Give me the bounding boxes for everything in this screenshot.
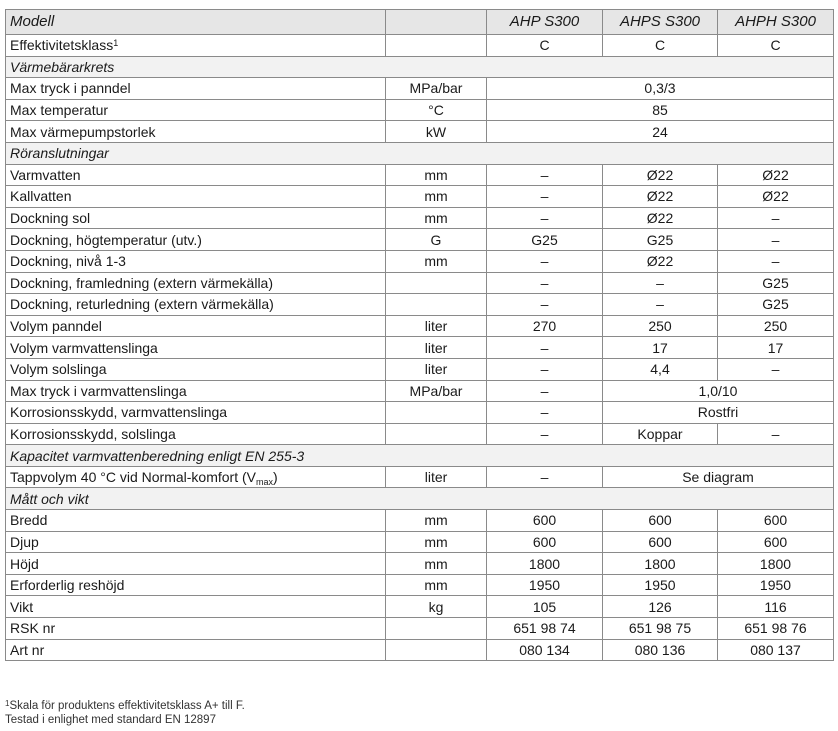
table-row bbox=[6, 596, 834, 618]
cell: 1950 bbox=[487, 574, 603, 596]
section-row bbox=[6, 56, 834, 78]
row-label: Kallvatten bbox=[6, 186, 386, 208]
footnote-2: Testad i enlighet med standard EN 12897 bbox=[5, 714, 216, 726]
header-row bbox=[6, 10, 834, 35]
table-row bbox=[6, 510, 834, 532]
cell: 24 bbox=[487, 121, 834, 143]
cell: 17 bbox=[718, 337, 834, 359]
row-label: Effektivitetsklass bbox=[10, 37, 114, 54]
cell: 105 bbox=[487, 596, 603, 618]
unit: mm bbox=[386, 531, 487, 553]
table-row bbox=[6, 423, 834, 445]
section-title: Kapacitet varmvattenberedning enligt EN 255-3 bbox=[6, 445, 834, 467]
unit: mm bbox=[386, 207, 487, 229]
row-label: Bredd bbox=[6, 510, 386, 532]
header-ahp: AHP S300 bbox=[487, 10, 603, 35]
cell: 1950 bbox=[718, 574, 834, 596]
table-row bbox=[6, 164, 834, 186]
row-label: Dockning, framledning (extern värmekälla) bbox=[6, 272, 386, 294]
unit bbox=[386, 402, 487, 424]
cell: Koppar bbox=[603, 423, 718, 445]
cell: 600 bbox=[603, 531, 718, 553]
unit bbox=[386, 294, 487, 316]
section-title: Värmebärarkrets bbox=[6, 56, 834, 78]
row-label: Max temperatur bbox=[6, 99, 386, 121]
table-row bbox=[6, 78, 834, 100]
row-label: Volym solslinga bbox=[6, 358, 386, 380]
row-label: Tappvolym 40 °C vid Normal-komfort (V bbox=[10, 469, 256, 486]
unit: mm bbox=[386, 510, 487, 532]
table-row bbox=[6, 402, 834, 424]
cell: – bbox=[603, 272, 718, 294]
cell: 600 bbox=[718, 510, 834, 532]
cell: 080 136 bbox=[603, 639, 718, 661]
unit: MPa/bar bbox=[386, 78, 487, 100]
cell: 600 bbox=[487, 531, 603, 553]
cell: – bbox=[487, 272, 603, 294]
cell: 600 bbox=[487, 510, 603, 532]
cell: Se diagram bbox=[603, 466, 834, 488]
table-row bbox=[6, 553, 834, 575]
footnote-text: Skala för produktens effektivitetsklass A+ till F. bbox=[9, 700, 245, 712]
row-label: Djup bbox=[6, 531, 386, 553]
table-row bbox=[6, 229, 834, 251]
table-row bbox=[6, 272, 834, 294]
cell: – bbox=[487, 294, 603, 316]
row-label: Vikt bbox=[6, 596, 386, 618]
table-row bbox=[6, 186, 834, 208]
unit: °C bbox=[386, 99, 487, 121]
unit: G bbox=[386, 229, 487, 251]
cell: – bbox=[718, 207, 834, 229]
cell: G25 bbox=[718, 294, 834, 316]
spec-table bbox=[5, 9, 834, 661]
cell: – bbox=[718, 250, 834, 272]
section-title: Mått och vikt bbox=[6, 488, 834, 510]
header-ahps: AHPS S300 bbox=[603, 10, 718, 35]
cell: 1800 bbox=[603, 553, 718, 575]
unit: kW bbox=[386, 121, 487, 143]
row-label: Dockning, returledning (extern värmekälla) bbox=[6, 294, 386, 316]
row-label: Korrosionsskydd, varmvattenslinga bbox=[6, 402, 386, 424]
table-row bbox=[6, 380, 834, 402]
row-label: RSK nr bbox=[6, 618, 386, 640]
unit: liter bbox=[386, 358, 487, 380]
row-label: Art nr bbox=[6, 639, 386, 661]
table-row bbox=[6, 294, 834, 316]
cell: Rostfri bbox=[603, 402, 834, 424]
table-row bbox=[6, 639, 834, 661]
cell: G25 bbox=[487, 229, 603, 251]
row-label: Volym panndel bbox=[6, 315, 386, 337]
table-row bbox=[6, 618, 834, 640]
cell: – bbox=[487, 466, 603, 488]
unit bbox=[386, 618, 487, 640]
table-row bbox=[6, 337, 834, 359]
cell: 1950 bbox=[603, 574, 718, 596]
cell: – bbox=[718, 358, 834, 380]
unit bbox=[386, 272, 487, 294]
cell: 600 bbox=[718, 531, 834, 553]
table-row bbox=[6, 315, 834, 337]
cell: 651 98 75 bbox=[603, 618, 718, 640]
row-label: Volym varmvattenslinga bbox=[6, 337, 386, 359]
footnotes bbox=[5, 699, 245, 727]
cell: Ø22 bbox=[603, 164, 718, 186]
cell: – bbox=[487, 250, 603, 272]
cell: Ø22 bbox=[603, 186, 718, 208]
cell: – bbox=[718, 423, 834, 445]
header-model: Modell bbox=[6, 10, 386, 35]
cell: – bbox=[487, 207, 603, 229]
table-row bbox=[6, 574, 834, 596]
unit: liter bbox=[386, 315, 487, 337]
cell: – bbox=[487, 186, 603, 208]
cell: Ø22 bbox=[603, 207, 718, 229]
cell: C bbox=[718, 35, 834, 57]
table-row bbox=[6, 99, 834, 121]
cell: 17 bbox=[603, 337, 718, 359]
row-label-sub: max bbox=[256, 477, 274, 488]
row-label: Varmvatten bbox=[6, 164, 386, 186]
cell: G25 bbox=[603, 229, 718, 251]
cell: 1800 bbox=[487, 553, 603, 575]
cell: 126 bbox=[603, 596, 718, 618]
cell: Ø22 bbox=[603, 250, 718, 272]
cell: C bbox=[487, 35, 603, 57]
cell: 0,3/3 bbox=[487, 78, 834, 100]
row-label: Erforderlig reshöjd bbox=[6, 574, 386, 596]
cell: G25 bbox=[718, 272, 834, 294]
table-row bbox=[6, 531, 834, 553]
cell: 600 bbox=[603, 510, 718, 532]
row-label: Dockning, högtemperatur (utv.) bbox=[6, 229, 386, 251]
cell: C bbox=[603, 35, 718, 57]
cell: 1,0/10 bbox=[603, 380, 834, 402]
footnote-1 bbox=[5, 699, 245, 713]
unit: mm bbox=[386, 553, 487, 575]
cell: 270 bbox=[487, 315, 603, 337]
table-row bbox=[6, 358, 834, 380]
cell: 080 137 bbox=[718, 639, 834, 661]
section-row bbox=[6, 445, 834, 467]
cell: – bbox=[487, 402, 603, 424]
unit: kg bbox=[386, 596, 487, 618]
cell: – bbox=[487, 423, 603, 445]
table-row bbox=[6, 207, 834, 229]
cell: – bbox=[603, 294, 718, 316]
unit: mm bbox=[386, 186, 487, 208]
row-label: Dockning, nivå 1-3 bbox=[6, 250, 386, 272]
row-label-end: ) bbox=[273, 469, 278, 486]
cell: 651 98 76 bbox=[718, 618, 834, 640]
section-row bbox=[6, 142, 834, 164]
unit: mm bbox=[386, 574, 487, 596]
cell: 116 bbox=[718, 596, 834, 618]
header-ahph: AHPH S300 bbox=[718, 10, 834, 35]
cell: – bbox=[487, 380, 603, 402]
unit: liter bbox=[386, 466, 487, 488]
row-label: Max tryck i panndel bbox=[6, 78, 386, 100]
cell: – bbox=[487, 164, 603, 186]
unit bbox=[386, 35, 487, 57]
cell: 250 bbox=[718, 315, 834, 337]
cell: – bbox=[487, 358, 603, 380]
footnote-marker: 1 bbox=[5, 699, 10, 708]
section-row bbox=[6, 488, 834, 510]
cell: 1800 bbox=[718, 553, 834, 575]
unit: mm bbox=[386, 250, 487, 272]
cell: 080 134 bbox=[487, 639, 603, 661]
cell: – bbox=[718, 229, 834, 251]
cell: – bbox=[487, 337, 603, 359]
cell: 250 bbox=[603, 315, 718, 337]
cell: 651 98 74 bbox=[487, 618, 603, 640]
unit: MPa/bar bbox=[386, 380, 487, 402]
table-row bbox=[6, 35, 834, 57]
table-row bbox=[6, 466, 834, 488]
row-label: Max värmepumpstorlek bbox=[6, 121, 386, 143]
cell: Ø22 bbox=[718, 164, 834, 186]
unit bbox=[386, 423, 487, 445]
cell: 85 bbox=[487, 99, 834, 121]
unit: mm bbox=[386, 164, 487, 186]
footnote-ref: 1 bbox=[113, 38, 119, 49]
cell: Ø22 bbox=[718, 186, 834, 208]
table-row bbox=[6, 250, 834, 272]
row-label: Dockning sol bbox=[6, 207, 386, 229]
cell: 4,4 bbox=[603, 358, 718, 380]
table-row bbox=[6, 121, 834, 143]
row-label: Korrosionsskydd, solslinga bbox=[6, 423, 386, 445]
section-title: Röranslutningar bbox=[6, 142, 834, 164]
unit: liter bbox=[386, 337, 487, 359]
row-label: Höjd bbox=[6, 553, 386, 575]
row-label: Max tryck i varmvattenslinga bbox=[6, 380, 386, 402]
unit bbox=[386, 639, 487, 661]
